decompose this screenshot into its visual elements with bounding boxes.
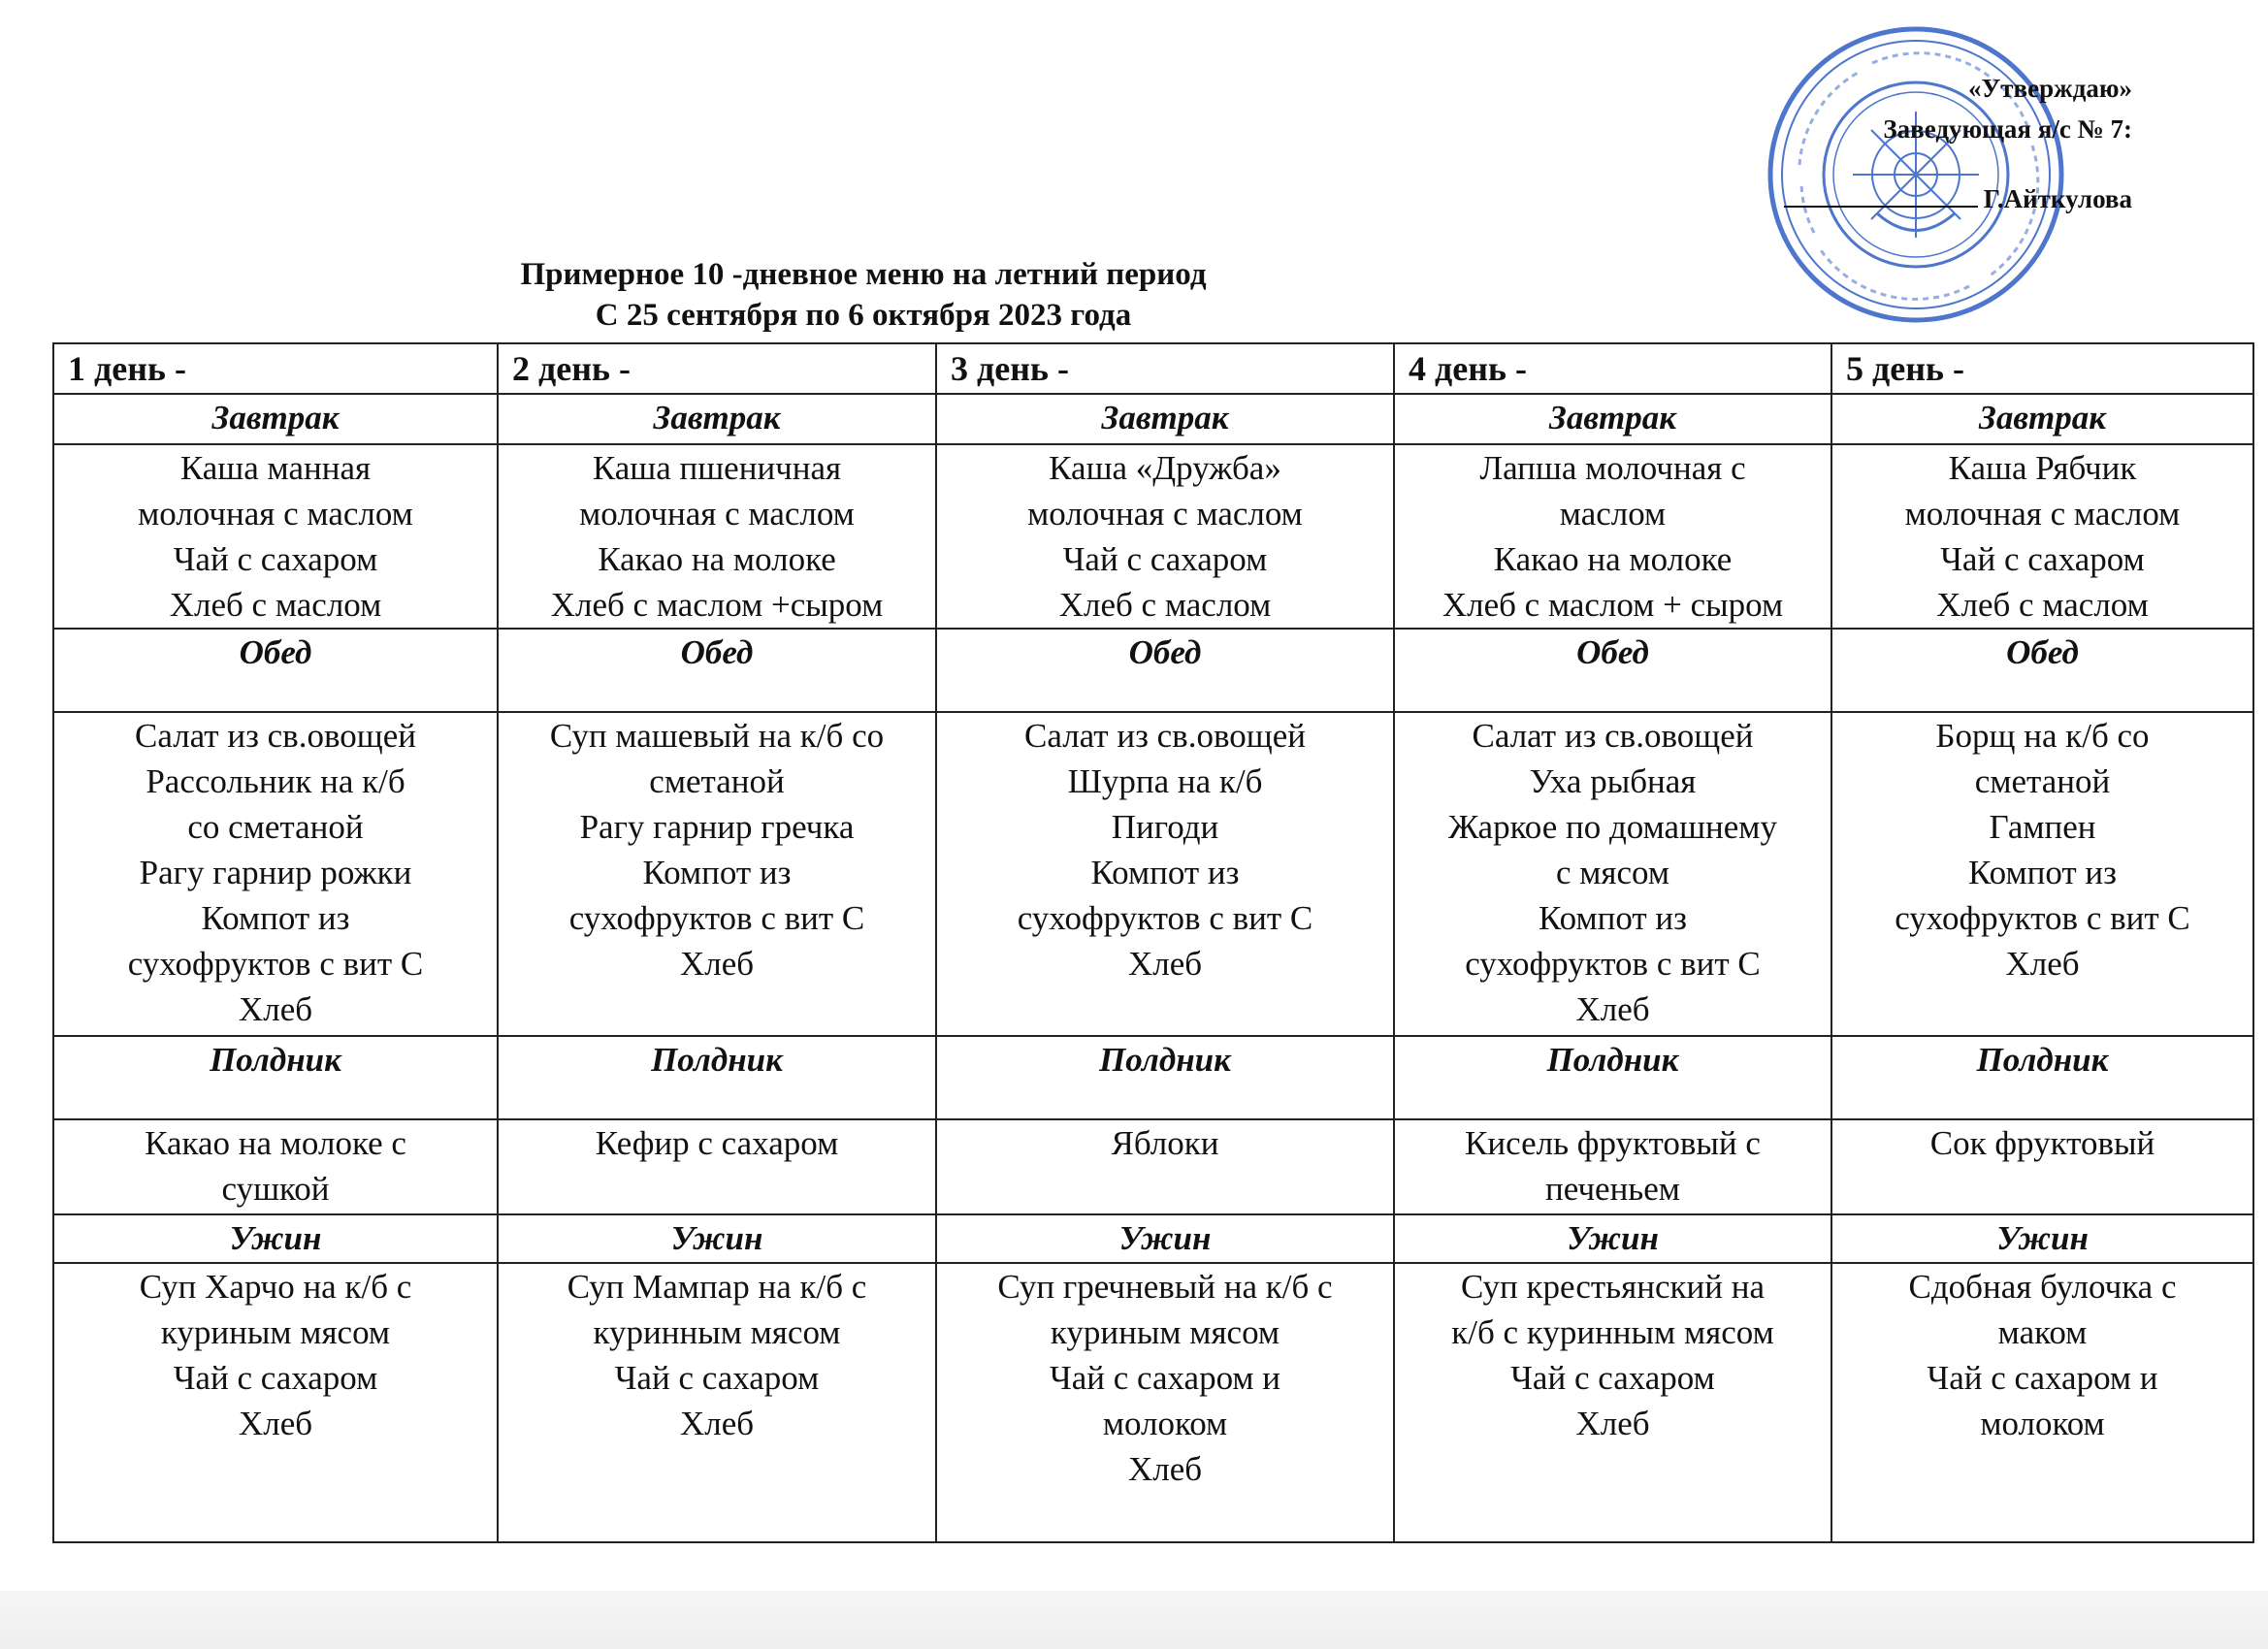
menu-item-line: куриным мясом: [160, 1313, 391, 1351]
menu-item-line: Каша пшеничная: [592, 449, 842, 487]
meal-heading: Ужин: [1394, 1214, 1831, 1263]
menu-item-line: Хлеб: [1575, 990, 1650, 1028]
lunch-items-row: [53, 712, 2253, 1036]
breakfast-cell: [936, 444, 1394, 629]
menu-item-line: Хлеб с маслом: [1058, 586, 1272, 624]
menu-item-line: Пигоди: [1111, 808, 1219, 846]
menu-item-line: Какао на молоке: [1493, 540, 1733, 578]
day-label: 3 день -: [936, 343, 1394, 394]
menu-item-line: Чай с сахаром и: [1049, 1359, 1281, 1397]
meal-heading: Ужин: [53, 1214, 498, 1263]
menu-table: [52, 342, 2254, 1543]
dinner-items-row: [53, 1263, 2253, 1542]
meal-heading: Обед: [498, 629, 936, 712]
title-line-1: Примерное 10 -дневное меню на летний период: [520, 257, 1207, 292]
lunch-cell: [53, 712, 498, 1036]
scan-bottom-edge: [0, 1591, 2268, 1649]
menu-item-line: Компот из: [201, 899, 350, 937]
snack-cell: [1394, 1119, 1831, 1214]
menu-item-line: Суп Мампар на к/б с: [567, 1268, 867, 1306]
menu-item-line: Рассольник на к/б: [146, 762, 405, 800]
menu-item-line: Жаркое по домашнему: [1448, 808, 1777, 846]
menu-item-line: с мясом: [1555, 854, 1670, 891]
menu-item-line: Хлеб с маслом +сыром: [550, 586, 884, 624]
menu-item-line: Каша «Дружба»: [1049, 449, 1281, 487]
breakfast-cell: [53, 444, 498, 629]
meal-heading: Завтрак: [498, 394, 936, 444]
menu-item-line: Борщ на к/б со: [1935, 717, 2150, 755]
menu-item-line: Хлеб с маслом: [1936, 586, 2149, 624]
menu-item-line: сметаной: [649, 762, 785, 800]
menu-item-line: сметаной: [1974, 762, 2111, 800]
approval-signature: [1784, 178, 2132, 219]
menu-item-line: Хлеб: [1127, 945, 1203, 983]
menu-item-line: Суп машевый на к/б со: [549, 717, 885, 755]
menu-item-line: Хлеб: [1127, 1450, 1203, 1488]
meal-heading: Завтрак: [1831, 394, 2253, 444]
snack-cell: [53, 1119, 498, 1214]
day-label: 1 день -: [53, 343, 498, 394]
approval-title: «Утверждаю»: [1967, 74, 2132, 103]
menu-item-line: Чай с сахаром и: [1927, 1359, 2158, 1397]
dinner-header-row: [53, 1214, 2253, 1263]
menu-item-line: Каша манная: [179, 449, 372, 487]
breakfast-cell: [1394, 444, 1831, 629]
day-header-row: [53, 343, 2253, 394]
meal-heading: Полдник: [498, 1036, 936, 1119]
menu-item-line: Хлеб: [238, 990, 313, 1028]
menu-item-line: Яблоки: [1111, 1124, 1219, 1162]
menu-item-line: Компот из: [1968, 854, 2117, 891]
day-label: 4 день -: [1394, 343, 1831, 394]
snack-header-row: [53, 1036, 2253, 1119]
dinner-cell: [498, 1263, 936, 1542]
day-label: 2 день -: [498, 343, 936, 394]
menu-item-line: молочная с маслом: [138, 495, 413, 533]
meal-heading: Завтрак: [936, 394, 1394, 444]
menu-item-line: Какао на молоке с: [145, 1124, 406, 1162]
menu-item-line: Салат из св.овощей: [135, 717, 416, 755]
approval-position: Заведующая я/с № 7:: [1883, 114, 2132, 144]
lunch-cell: [498, 712, 936, 1036]
menu-item-line: Хлеб с маслом: [169, 586, 382, 624]
meal-heading: Завтрак: [53, 394, 498, 444]
menu-item-line: со сметаной: [187, 808, 364, 846]
meal-heading: Полдник: [1394, 1036, 1831, 1119]
menu-item-line: Чай с сахаром: [1940, 540, 2145, 578]
breakfast-cell: [498, 444, 936, 629]
dinner-cell: [1394, 1263, 1831, 1542]
menu-item-line: молоком: [1980, 1405, 2105, 1442]
meal-heading: Завтрак: [1394, 394, 1831, 444]
menu-item-line: к/б с куринным мясом: [1451, 1313, 1774, 1351]
breakfast-header-row: [53, 394, 2253, 444]
snack-cell: [936, 1119, 1394, 1214]
breakfast-cell: [1831, 444, 2253, 629]
meal-heading: Полдник: [936, 1036, 1394, 1119]
menu-item-line: Суп крестьянский на: [1460, 1268, 1765, 1306]
document-title: [0, 254, 1727, 336]
menu-item-line: Чай с сахаром: [1510, 1359, 1715, 1397]
menu-item-line: Шурпа на к/б: [1067, 762, 1263, 800]
menu-item-line: Рагу гарнир рожки: [139, 854, 412, 891]
menu-item-line: Хлеб: [2005, 945, 2080, 983]
dinner-cell: [1831, 1263, 2253, 1542]
dinner-cell: [53, 1263, 498, 1542]
approval-block: [1784, 68, 2132, 219]
menu-item-line: куринным мясом: [593, 1313, 841, 1351]
menu-item-line: маслом: [1559, 495, 1667, 533]
menu-item-line: Кисель фруктовый с: [1465, 1124, 1761, 1162]
menu-item-line: куриным мясом: [1050, 1313, 1280, 1351]
signature-line: [1784, 206, 1978, 208]
menu-item-line: Хлеб с маслом + сыром: [1442, 586, 1784, 624]
snack-cell: [1831, 1119, 2253, 1214]
snack-items-row: [53, 1119, 2253, 1214]
approver-name: Г.Айткулова: [1983, 184, 2132, 213]
meal-heading: Ужин: [498, 1214, 936, 1263]
menu-item-line: сухофруктов с вит С: [1017, 899, 1313, 937]
meal-heading: Ужин: [1831, 1214, 2253, 1263]
menu-item-line: Компот из: [642, 854, 792, 891]
menu-item-line: Салат из св.овощей: [1472, 717, 1754, 755]
menu-item-line: Хлеб: [679, 1405, 755, 1442]
menu-item-line: Сдобная булочка с: [1908, 1268, 2177, 1306]
meal-heading: Обед: [1394, 629, 1831, 712]
menu-item-line: Хлеб: [679, 945, 755, 983]
menu-item-line: сушкой: [221, 1170, 330, 1208]
menu-item-line: Чай с сахаром: [614, 1359, 820, 1397]
menu-item-line: Уха рыбная: [1529, 762, 1697, 800]
meal-heading: Полдник: [53, 1036, 498, 1119]
meal-heading: Ужин: [936, 1214, 1394, 1263]
lunch-cell: [1831, 712, 2253, 1036]
menu-item-line: Гампен: [1989, 808, 2096, 846]
menu-item-line: Хлеб: [1575, 1405, 1650, 1442]
dinner-cell: [936, 1263, 1394, 1542]
day-label: 5 день -: [1831, 343, 2253, 394]
menu-item-line: Лапша молочная с: [1479, 449, 1746, 487]
menu-item-line: сухофруктов с вит С: [568, 899, 865, 937]
menu-item-line: Кефир с сахаром: [595, 1124, 839, 1162]
menu-item-line: молочная с маслом: [1904, 495, 2181, 533]
menu-item-line: Чай с сахаром: [173, 540, 378, 578]
meal-heading: Обед: [1831, 629, 2253, 712]
lunch-header-row: [53, 629, 2253, 712]
title-line-2: С 25 сентября по 6 октября 2023 года: [595, 298, 1132, 333]
lunch-cell: [1394, 712, 1831, 1036]
lunch-cell: [936, 712, 1394, 1036]
menu-item-line: Чай с сахаром: [173, 1359, 378, 1397]
menu-item-line: Суп Харчо на к/б с: [139, 1268, 412, 1306]
breakfast-items-row: [53, 444, 2253, 629]
menu-item-line: Хлеб: [238, 1405, 313, 1442]
menu-item-line: Сок фруктовый: [1929, 1124, 2155, 1162]
menu-item-line: печеньем: [1545, 1170, 1680, 1208]
menu-item-line: молоком: [1102, 1405, 1228, 1442]
menu-item-line: Суп гречневый на к/б с: [997, 1268, 1333, 1306]
menu-item-line: молочная с маслом: [1027, 495, 1303, 533]
menu-item-line: сухофруктов с вит С: [1895, 899, 2190, 937]
meal-heading: Обед: [53, 629, 498, 712]
menu-item-line: Рагу гарнир гречка: [579, 808, 855, 846]
menu-item-line: Какао на молоке: [598, 540, 836, 578]
menu-item-line: маком: [1997, 1313, 2088, 1351]
meal-heading: Полдник: [1831, 1036, 2253, 1119]
menu-item-line: Салат из св.овощей: [1024, 717, 1306, 755]
snack-cell: [498, 1119, 936, 1214]
menu-item-line: Компот из: [1539, 899, 1687, 937]
menu-item-line: Каша Рябчик: [1948, 449, 2137, 487]
menu-item-line: Чай с сахаром: [1062, 540, 1268, 578]
menu-item-line: Компот из: [1090, 854, 1240, 891]
meal-heading: Обед: [936, 629, 1394, 712]
menu-item-line: сухофруктов с вит С: [127, 945, 424, 983]
menu-item-line: сухофруктов с вит С: [1465, 945, 1761, 983]
menu-item-line: молочная с маслом: [579, 495, 855, 533]
